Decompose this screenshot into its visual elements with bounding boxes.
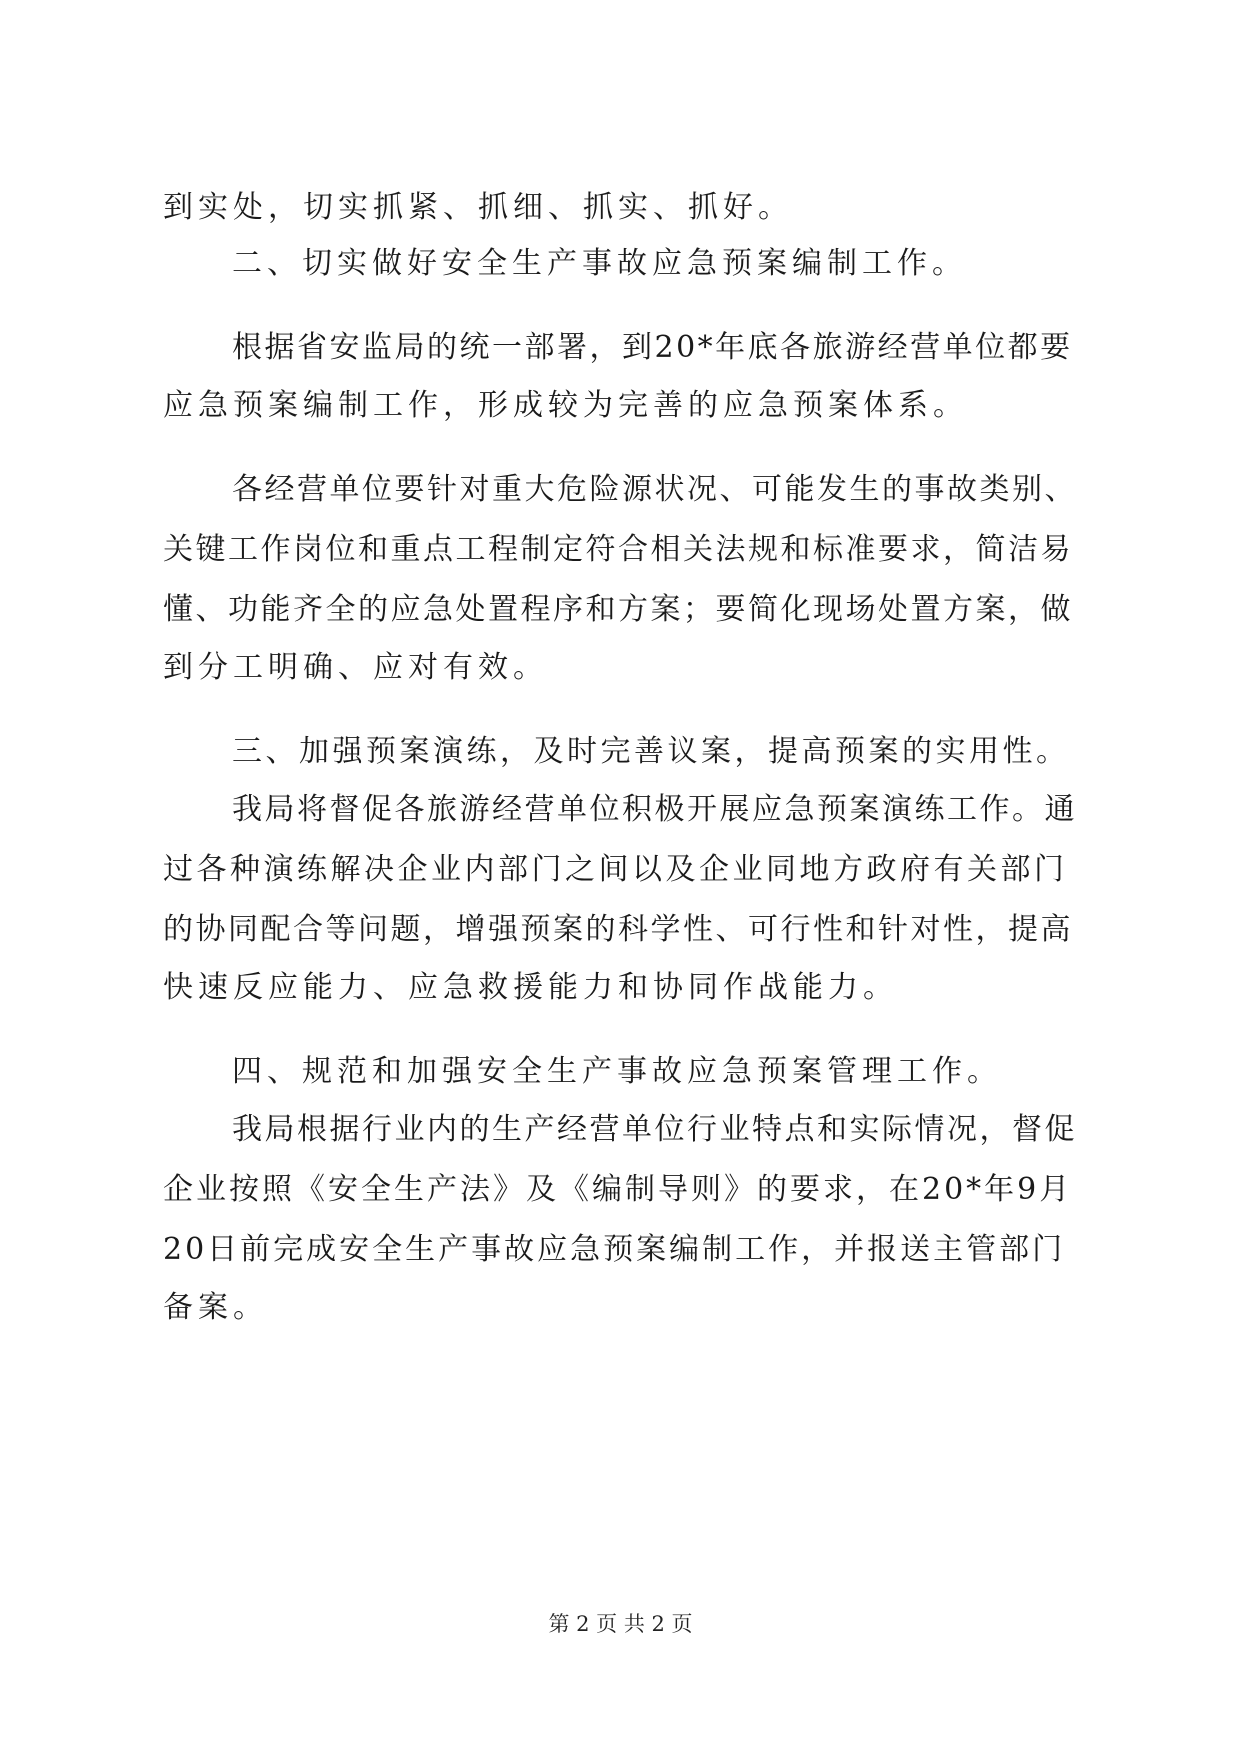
paragraph-line: 过各种演练解决企业内部门之间以及企业同地方政府有关部门: [163, 852, 1068, 887]
paragraph-line: 应急预案编制工作，形成较为完善的应急预案体系。: [163, 388, 968, 423]
paragraph-line: 我局根据行业内的生产经营单位行业特点和实际情况，督促: [232, 1112, 1077, 1147]
paragraph-line: 的协同配合等问题，增强预案的科学性、可行性和针对性，提高: [163, 912, 1073, 947]
paragraph-line: 企业按照《安全生产法》及《编制导则》的要求，在20*年9月: [163, 1172, 1073, 1207]
section-heading: 四、规范和加强安全生产事故应急预案管理工作。: [232, 1054, 1002, 1089]
paragraph-line: 我局将督促各旅游经营单位积极开展应急预案演练工作。通: [232, 792, 1077, 827]
section-heading: 二、切实做好安全生产事故应急预案编制工作。: [232, 246, 967, 281]
paragraph-line: 快速反应能力、应急救援能力和协同作战能力。: [163, 970, 898, 1005]
page-number: 第 2 页 共 2 页: [548, 1612, 693, 1636]
paragraph-line: 备案。: [163, 1290, 268, 1325]
paragraph-line: 各经营单位要针对重大危险源状况、可能发生的事故类别、: [232, 472, 1077, 507]
paragraph-line: 到分工明确、应对有效。: [163, 650, 548, 685]
paragraph-line: 关键工作岗位和重点工程制定符合相关法规和标准要求，简洁易: [163, 532, 1073, 567]
paragraph-line: 根据省安监局的统一部署，到20*年底各旅游经营单位都要: [232, 330, 1073, 365]
paragraph-line: 到实处，切实抓紧、抓细、抓实、抓好。: [163, 190, 793, 225]
paragraph-line: 懂、功能齐全的应急处置程序和方案；要简化现场处置方案，做: [163, 592, 1073, 627]
paragraph-line: 20日前完成安全生产事故应急预案编制工作，并报送主管部门: [163, 1232, 1066, 1267]
section-heading: 三、加强预案演练，及时完善议案，提高预案的实用性。: [232, 734, 1070, 769]
